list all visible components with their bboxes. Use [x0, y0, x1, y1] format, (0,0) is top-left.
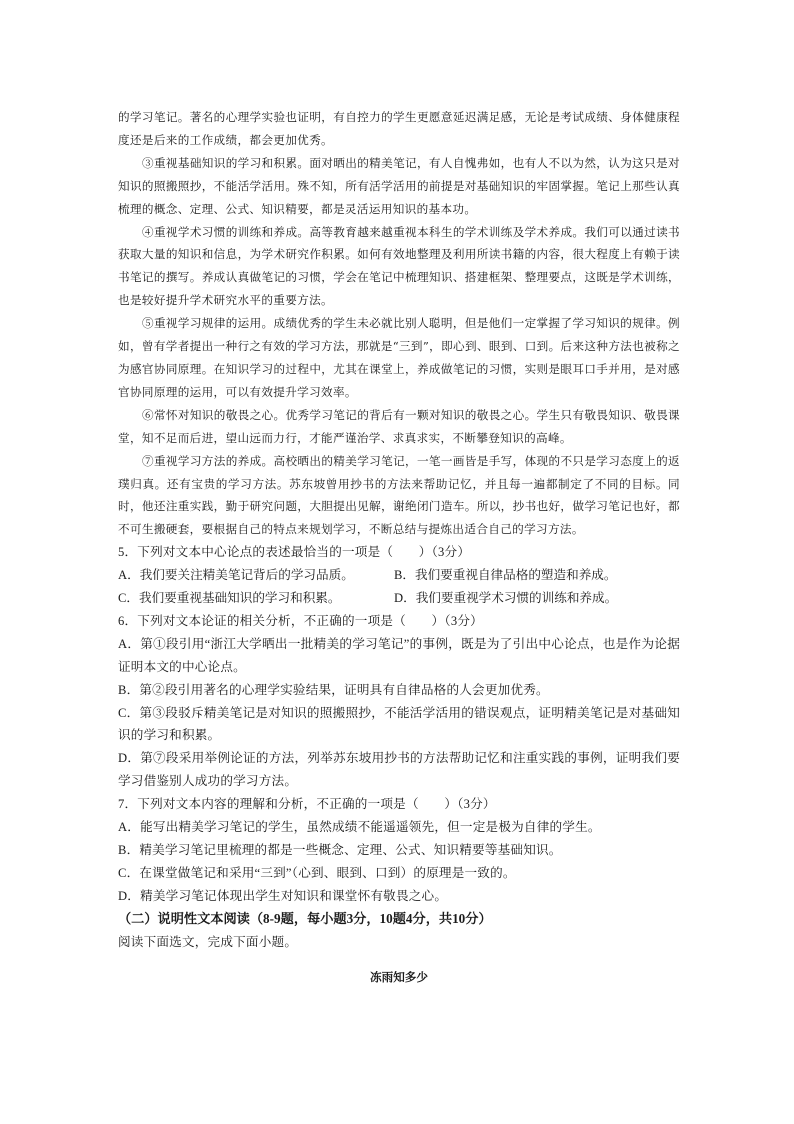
paragraph-4: ④重视学术习惯的训练和养成。高等教育越来越重视本科生的学术训练及学术养成。我们可以通过读书获取大量的知识和信息，为学术研究作积累。如何有效地整理及利用所读书籍的内容，很大程度上有赖于读书笔记的撰写。养成认真做笔记的习惯，学会在笔记中梳理知识、搭建框架、整理要点，这既是学术训练，也是较好提升学术研究水平的重要方法。 [118, 224, 680, 308]
question-7-option-c: C．在课堂做笔记和采用“三到”（心到、眼到、口到）的原理是一致的。 [118, 865, 516, 880]
question-6-stem: 6．下列对文本论证的相关分析，不正确的一项是（ ）（3分） [118, 613, 483, 628]
question-5-option-b: B．我们要重视自律品格的塑造和养成。 [394, 568, 617, 583]
paragraph-2-end: 的学习笔记。著名的心理学实验也证明，有自控力的学生更愿意延迟满足感，无论是考试成绩、身体健康程度还是后来的工作成绩，都会更加优秀。 [118, 110, 680, 147]
section-2-instruction: 阅读下面选文，完成下面小题。 [118, 934, 298, 949]
question-7 [118, 793, 680, 908]
question-6-option-b: B．第②段引用著名的心理学实验结果，证明具有自律品格的人会更加优秀。 [118, 682, 549, 697]
paragraph-3: ③重视基础知识的学习和积累。面对晒出的精美笔记，有人自愧弗如，也有人不以为然，认为这只是对知识的照搬照抄，不能活学活用。殊不知，所有活学活用的前提是对基础知识的牢固掌握。笔记上那些认真梳理的概念、定理、公式、知识精要，都是灵活运用知识的基本功。 [118, 155, 680, 216]
question-5-options-row-1 [118, 564, 680, 587]
question-7-option-a: A．能写出精美学习笔记的学生，虽然成绩不能遥遥领先，但一定是极为自律的学生。 [118, 820, 601, 835]
section-2-heading: （二）说明性文本阅读（8-9题，每小题3分，10题4分，共10分） [118, 910, 492, 926]
question-6-option-c: C．第③段驳斥精美笔记是对知识的照搬照抄，不能活学活用的错误观点，证明精美笔记是对基础知识的学习和积累。 [118, 705, 680, 743]
question-7-stem: 7．下列对文本内容的理解和分析，不正确的一项是（ ）（3分） [118, 797, 496, 812]
question-6-option-d: D．第⑦段采用举例论证的方法，列举苏东坡用抄书的方法帮助记忆和注重实践的事例，证明我们要学习借鉴别人成功的学习方法。 [118, 751, 680, 789]
paragraph-7: ⑦重视学习方法的养成。高校晒出的精美学习笔记，一笔一画皆是手写，体现的不只是学习态度上的返璞归真。还有宝贵的学习方法。苏东坡曾用抄书的方法来帮助记忆，并且每一遍都制定了不同的目标。同时，他还注重实践，勤于研究问题，大胆提出见解，谢绝闭门造车。所以，抄书也好，做学习笔记也好，都不可生搬硬套，要根据自己的特点来规划学习，不断总结与提炼出适合自己的学习方法。 [118, 453, 680, 537]
question-5 [118, 541, 680, 610]
passage-text [118, 106, 680, 988]
question-6 [118, 610, 680, 793]
question-5-option-c: C．我们要重视基础知识的学习和积累。 [118, 591, 341, 606]
question-5-option-a: A．我们要关注精美笔记背后的学习品质。 [118, 568, 354, 583]
question-7-option-d: D．精美学习笔记体现出学生对知识和课堂怀有敬畏之心。 [118, 888, 448, 903]
question-5-options-row-2 [118, 587, 680, 610]
paragraph-6: ⑥常怀对知识的敬畏之心。优秀学习笔记的背后有一颗对知识的敬畏之心。学生只有敬畏知识、敬畏课堂，知不足而后进，望山远而力行，才能严谨治学、求真求实，不断攀登知识的高峰。 [118, 407, 680, 445]
paragraph-5: ⑤重视学习规律的运用。成绩优秀的学生未必就比别人聪明，但是他们一定掌握了学习知识的规律。例如，曾有学者提出一种行之有效的学习方法，那就是“三到”，即心到、眼到、口到。后来这种方法也被称之为感官协同原理。在知识学习的过程中，尤其在课堂上，养成做笔记的习惯，实则是眼耳口手并用，是对感官协同原理的运用，可以有效提升学习效率。 [118, 316, 680, 399]
article-title: 冻雨知多少 [370, 969, 428, 984]
question-7-option-b: B．精美学习笔记里梳理的都是一些概念、定理、公式、知识精要等基础知识。 [118, 843, 562, 857]
question-5-stem: 5．下列对文本中心论点的表述最恰当的一项是（ ）（3分） [118, 545, 471, 560]
question-5-option-d: D．我们要重视学术习惯的训练和养成。 [394, 591, 618, 606]
question-6-option-a: A．第①段引用“浙江大学晒出一批精美的学习笔记”的事例，既是为了引出中心论点，也是作为论据证明本文的中心论点。 [118, 636, 680, 674]
